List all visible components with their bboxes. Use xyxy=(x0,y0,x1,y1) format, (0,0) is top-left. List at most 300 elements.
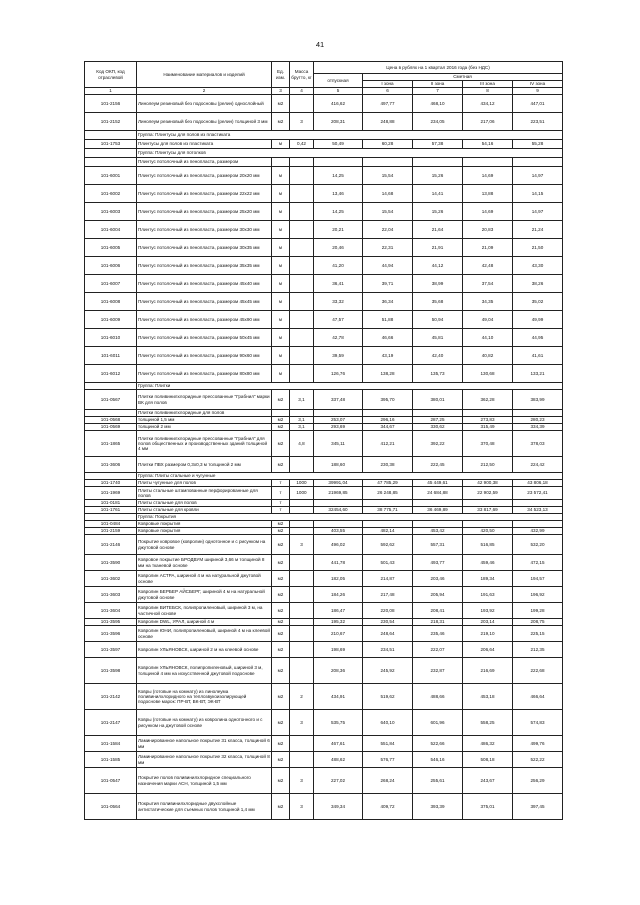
row-code: 101-2159 xyxy=(85,528,137,535)
row-price: 14,25 xyxy=(314,167,363,185)
table-row xyxy=(85,347,563,365)
row-price: 223,51 xyxy=(513,113,563,131)
row-price: 57,38 xyxy=(413,140,463,149)
row-code: 101-2156 xyxy=(85,95,137,113)
row-mass: 3 xyxy=(290,535,314,555)
row-name: Линолеум резиновый без подосновы (релин) однослойный xyxy=(137,95,272,113)
row-price: 296,16 xyxy=(363,417,413,424)
row-name: Ковролин ЮНИ, полипропиленовый, шириной 4 м на клеевой основе xyxy=(137,626,272,642)
table-row xyxy=(85,658,563,684)
row-price: 486,32 xyxy=(463,736,513,752)
row-mass xyxy=(290,528,314,535)
row-price: 214,87 xyxy=(363,571,413,587)
row-code: 101-6002 xyxy=(85,185,137,203)
row-price: 130,68 xyxy=(463,365,513,383)
group-row xyxy=(85,149,563,158)
row-mass xyxy=(290,642,314,658)
row-price: 36,41 xyxy=(314,275,363,293)
row-mass xyxy=(290,587,314,603)
table-row xyxy=(85,185,563,203)
row-price: 199,28 xyxy=(513,603,563,619)
row-mass xyxy=(290,293,314,311)
row-name: Плиты стальные для кровли xyxy=(137,507,272,514)
table-row xyxy=(85,329,563,347)
row-code: 101-0568 xyxy=(85,417,137,424)
row-price: 472,15 xyxy=(513,555,563,571)
table-row xyxy=(85,140,563,149)
row-mass xyxy=(290,158,314,167)
row-price: 45 449,61 xyxy=(413,480,463,487)
row-code: 101-3596 xyxy=(85,626,137,642)
row-code: 101-6005 xyxy=(85,239,137,257)
table-row xyxy=(85,619,563,626)
row-price: 248,64 xyxy=(363,626,413,642)
row-price: 22 902,59 xyxy=(463,487,513,500)
row-price xyxy=(413,410,463,417)
column-index: 2 xyxy=(137,88,272,95)
row-price: 37,54 xyxy=(463,275,513,293)
row-unit: м2 xyxy=(272,752,290,768)
row-price xyxy=(314,521,363,528)
table-row xyxy=(85,221,563,239)
row-unit: м2 xyxy=(272,457,290,473)
row-price: 217,48 xyxy=(363,587,413,603)
row-price: 497,77 xyxy=(363,95,413,113)
row-price: 344,67 xyxy=(363,424,413,431)
row-unit: м2 xyxy=(272,535,290,555)
row-code xyxy=(85,131,137,140)
row-code: 101-3602 xyxy=(85,571,137,587)
row-price: 459,46 xyxy=(463,555,513,571)
row-name: Плитки поливинилхлоридные для полов xyxy=(137,410,272,417)
row-code: 101-3603 xyxy=(85,587,137,603)
row-mass xyxy=(290,167,314,185)
table-row xyxy=(85,167,563,185)
row-price: 601,96 xyxy=(413,710,463,736)
row-mass xyxy=(290,275,314,293)
row-code: 101-2152 xyxy=(85,113,137,131)
row-unit: м2 xyxy=(272,768,290,794)
row-price: 466,64 xyxy=(513,684,563,710)
header-zone-2: II зона xyxy=(413,81,463,88)
row-code: 101-6012 xyxy=(85,365,137,383)
row-name: Плинтус потолочный из пенопласта, размером 35х35 мм xyxy=(137,257,272,275)
table-row xyxy=(85,293,563,311)
column-index-row xyxy=(85,88,563,95)
row-mass xyxy=(290,221,314,239)
row-name: Плинтус потолочный из пенопласта, размером 25х20 мм xyxy=(137,203,272,221)
row-name: Плинтус потолочный из пенопласта, размером 45х45 мм xyxy=(137,293,272,311)
row-code: 101-3590 xyxy=(85,555,137,571)
row-code: 101-3595 xyxy=(85,619,137,626)
row-price: 416,62 xyxy=(314,95,363,113)
row-price: 43,30 xyxy=(513,257,563,275)
row-price: 24 684,88 xyxy=(413,487,463,500)
row-name: Ламинированное напольное покрытие 32 класса, толщиной 8 мм xyxy=(137,752,272,768)
row-code xyxy=(85,410,137,417)
row-code: 101-0567 xyxy=(85,390,137,410)
row-mass xyxy=(290,752,314,768)
row-price: 222,68 xyxy=(513,658,563,684)
page-number: 41 xyxy=(315,40,325,49)
row-price: 20,21 xyxy=(314,221,363,239)
row-price: 217,06 xyxy=(463,113,513,131)
row-price: 198,69 xyxy=(314,642,363,658)
row-unit: м2 xyxy=(272,626,290,642)
header-unit: Ед. изм. xyxy=(272,62,290,88)
row-price: 47 785,29 xyxy=(363,480,413,487)
row-price xyxy=(463,410,513,417)
row-price xyxy=(413,521,463,528)
row-name: Плиты стальные штампованные перфорированные для полов xyxy=(137,487,272,500)
group-title: Группа: Плитки xyxy=(137,383,563,390)
row-name: Ламинированное напольное покрытие 31 класса, толщиной 6 мм xyxy=(137,736,272,752)
row-price: 38,99 xyxy=(413,275,463,293)
row-name: Плинтус потолочный из пенопласта, размером 50х45 мм xyxy=(137,329,272,347)
table-row xyxy=(85,642,563,658)
column-index: 8 xyxy=(463,88,513,95)
table-row xyxy=(85,794,563,820)
row-price xyxy=(314,410,363,417)
row-price: 41,20 xyxy=(314,257,363,275)
header-code: Код ОКП, код отраслевой xyxy=(85,62,137,88)
row-mass xyxy=(290,555,314,571)
table-row xyxy=(85,257,563,275)
row-unit: т xyxy=(272,500,290,507)
row-price xyxy=(463,500,513,507)
row-price: 546,16 xyxy=(413,752,463,768)
row-code: 101-6010 xyxy=(85,329,137,347)
row-price xyxy=(314,500,363,507)
row-price: 194,57 xyxy=(513,571,563,587)
row-price: 488,62 xyxy=(314,752,363,768)
row-unit: м2 xyxy=(272,528,290,535)
row-mass: 2 xyxy=(290,684,314,710)
row-price: 576,77 xyxy=(363,752,413,768)
row-price: 15,26 xyxy=(413,203,463,221)
table-row xyxy=(85,203,563,221)
row-price: 43,19 xyxy=(363,347,413,365)
row-mass: 1000 xyxy=(290,487,314,500)
row-code xyxy=(85,473,137,480)
row-mass xyxy=(290,500,314,507)
table-row xyxy=(85,410,563,417)
row-mass xyxy=(290,457,314,473)
table-row xyxy=(85,535,563,555)
row-price: 186,47 xyxy=(314,603,363,619)
row-code: 101-6006 xyxy=(85,257,137,275)
table-row xyxy=(85,684,563,710)
row-price: 205,94 xyxy=(413,587,463,603)
row-price: 20,46 xyxy=(314,239,363,257)
row-mass xyxy=(290,203,314,221)
row-price: 434,91 xyxy=(314,684,363,710)
row-mass xyxy=(290,658,314,684)
row-unit: м xyxy=(272,257,290,275)
row-name: Ковры (готовые на комнату) из ковролина однотонного и с рисунком на джутовой основе xyxy=(137,710,272,736)
row-unit xyxy=(272,158,290,167)
row-price: 44,12 xyxy=(413,257,463,275)
row-price: 14,25 xyxy=(314,203,363,221)
row-price: 188,60 xyxy=(314,457,363,473)
row-price: 189,34 xyxy=(463,571,513,587)
row-mass xyxy=(290,239,314,257)
row-price: 287,25 xyxy=(413,417,463,424)
row-mass: 3 xyxy=(290,113,314,131)
table-row xyxy=(85,528,563,535)
row-price: 243,67 xyxy=(463,768,513,794)
row-unit: м2 xyxy=(272,736,290,752)
row-code: 101-6011 xyxy=(85,347,137,365)
row-name: Ковролин УЛЬЯНОВСК, полипропиленовый, шириной 3 м, толщиной 4 мм на искусственной джутовой подоснове xyxy=(137,658,272,684)
row-price: 44,95 xyxy=(513,329,563,347)
row-price: 256,29 xyxy=(513,768,563,794)
header-zone-3: III зона xyxy=(463,81,513,88)
row-price: 39,71 xyxy=(363,275,413,293)
row-unit: м xyxy=(272,167,290,185)
row-price: 55,28 xyxy=(513,140,563,149)
table-row xyxy=(85,417,563,424)
row-code: 101-0564 xyxy=(85,794,137,820)
group-row xyxy=(85,383,563,390)
row-price: 208,75 xyxy=(513,619,563,626)
group-row xyxy=(85,514,563,521)
row-price: 14,68 xyxy=(363,185,413,203)
table-row xyxy=(85,424,563,431)
row-price: 36 469,89 xyxy=(413,507,463,514)
row-price: 26 248,85 xyxy=(363,487,413,500)
row-price: 220,08 xyxy=(363,603,413,619)
row-price: 32454,60 xyxy=(314,507,363,514)
row-price: 14,97 xyxy=(513,167,563,185)
row-code: 101-1969 xyxy=(85,487,137,500)
row-unit: м2 xyxy=(272,684,290,710)
row-mass xyxy=(290,185,314,203)
row-mass: 4,8 xyxy=(290,431,314,457)
row-mass: 3 xyxy=(290,768,314,794)
table-row xyxy=(85,480,563,487)
row-price: 453,18 xyxy=(463,684,513,710)
group-row xyxy=(85,473,563,480)
row-mass: 0,42 xyxy=(290,140,314,149)
row-price: 412,21 xyxy=(363,431,413,457)
row-price: 235,46 xyxy=(413,626,463,642)
row-price: 47,57 xyxy=(314,311,363,329)
row-price: 38 775,71 xyxy=(363,507,413,514)
row-price: 403,55 xyxy=(314,528,363,535)
row-price: 49,04 xyxy=(463,311,513,329)
row-price xyxy=(463,158,513,167)
table-row xyxy=(85,736,563,752)
row-name: Плитки поливинилхлоридные прессованные "Грабнил" марки ВК для полов xyxy=(137,390,272,410)
header-zone-1: I зона xyxy=(363,81,413,88)
table-row xyxy=(85,487,563,500)
header-mass: Масса брутто, кг xyxy=(290,62,314,88)
row-unit: м2 xyxy=(272,658,290,684)
row-unit: т xyxy=(272,480,290,487)
row-mass: 3,1 xyxy=(290,417,314,424)
row-price: 532,20 xyxy=(513,535,563,555)
row-price: 222,45 xyxy=(413,457,463,473)
row-price: 44,10 xyxy=(463,329,513,347)
row-price: 196,92 xyxy=(513,587,563,603)
row-price: 42,48 xyxy=(463,257,513,275)
row-code: 101-0181 xyxy=(85,500,137,507)
row-price: 14,97 xyxy=(513,203,563,221)
row-name: Плинтус потолочный из пенопласта, размером 45х90 мм xyxy=(137,311,272,329)
row-mass: 1000 xyxy=(290,480,314,487)
row-price: 14,41 xyxy=(413,185,463,203)
row-price: 35,68 xyxy=(413,293,463,311)
row-price: 378,03 xyxy=(513,431,563,457)
row-price: 195,32 xyxy=(314,619,363,626)
row-price xyxy=(513,410,563,417)
row-code: 101-6004 xyxy=(85,221,137,239)
row-price: 380,01 xyxy=(413,390,463,410)
row-name: Плитки ПВХ размером 0,3х0,3 м толщиной 2 мм xyxy=(137,457,272,473)
row-price: 293,69 xyxy=(314,424,363,431)
row-price: 397,45 xyxy=(513,794,563,820)
row-unit: м xyxy=(272,347,290,365)
row-price: 499,76 xyxy=(513,736,563,752)
row-price: 482,14 xyxy=(363,528,413,535)
table-row xyxy=(85,768,563,794)
row-price: 222,07 xyxy=(413,642,463,658)
row-price: 234,51 xyxy=(363,642,413,658)
row-price: 15,54 xyxy=(363,203,413,221)
row-price: 50,94 xyxy=(413,311,463,329)
row-mass: 3 xyxy=(290,710,314,736)
row-unit: м xyxy=(272,221,290,239)
row-price: 535,75 xyxy=(314,710,363,736)
row-price: 21,91 xyxy=(413,239,463,257)
row-mass: 3,1 xyxy=(290,390,314,410)
row-price: 467,61 xyxy=(314,736,363,752)
row-price: 41,61 xyxy=(513,347,563,365)
group-title: Группа: Плиты стальные и чугунные xyxy=(137,473,563,480)
row-code: 101-6008 xyxy=(85,293,137,311)
row-price: 34,35 xyxy=(463,293,513,311)
row-price: 206,64 xyxy=(463,642,513,658)
table-row xyxy=(85,239,563,257)
row-price: 395,70 xyxy=(363,390,413,410)
group-title: Группа: Покрытия xyxy=(137,514,563,521)
row-unit: м2 xyxy=(272,521,290,528)
row-price: 51,88 xyxy=(363,311,413,329)
row-price: 501,43 xyxy=(363,555,413,571)
row-name: Линолеум резиновый без подосновы (релин) толщиной 3 мм xyxy=(137,113,272,131)
row-unit: м2 xyxy=(272,555,290,571)
row-name: Ковролин ВИТЕБСК, полипропиленовый, шириной 3 м, на частичной основе xyxy=(137,603,272,619)
row-name: Ковролин АСТРА, шириной 4 м на натуральной джутовой основе xyxy=(137,571,272,587)
row-price: 50,49 xyxy=(314,140,363,149)
row-price xyxy=(363,158,413,167)
row-mass xyxy=(290,619,314,626)
row-code: 101-6003 xyxy=(85,203,137,221)
row-mass xyxy=(290,571,314,587)
row-price: 208,36 xyxy=(314,658,363,684)
row-price: 420,50 xyxy=(463,528,513,535)
table-row xyxy=(85,431,563,457)
row-price xyxy=(513,521,563,528)
row-unit: м2 xyxy=(272,603,290,619)
header-estimate: Сметная xyxy=(363,74,563,81)
row-price: 193,92 xyxy=(463,603,513,619)
row-unit: м2 xyxy=(272,794,290,820)
row-price: 126,76 xyxy=(314,365,363,383)
table-row xyxy=(85,571,563,587)
row-name: Плинтусы для полов из пластиката xyxy=(137,140,272,149)
row-price: 488,66 xyxy=(413,684,463,710)
row-price: 39991,04 xyxy=(314,480,363,487)
row-unit: м xyxy=(272,365,290,383)
row-price xyxy=(413,158,463,167)
table-row xyxy=(85,507,563,514)
row-unit: т xyxy=(272,487,290,500)
row-price: 33,32 xyxy=(314,293,363,311)
table-row xyxy=(85,365,563,383)
row-name: Покрытие полов поливинилхлоридное специального назначения марки АСН, толщиной 1,5 мм xyxy=(137,768,272,794)
row-unit: м2 xyxy=(272,571,290,587)
row-name: Плинтус потолочный из пенопласта, размером 22х22 мм xyxy=(137,185,272,203)
row-price: 441,78 xyxy=(314,555,363,571)
row-price: 337,48 xyxy=(314,390,363,410)
row-name: Ковролин БЕРБЕР АЙСБЕРГ, шириной 4 м на натуральной джутовой основе xyxy=(137,587,272,603)
row-price: 203,46 xyxy=(413,571,463,587)
row-name: Плитки поливинилхлоридные прессованные "Грабнил" для полов общественных и производственных зданий толщиной 4 мм xyxy=(137,431,272,457)
row-code: 101-2146 xyxy=(85,535,137,555)
row-code: 101-6007 xyxy=(85,275,137,293)
row-unit: м2 xyxy=(272,710,290,736)
row-price: 245,92 xyxy=(363,658,413,684)
row-price: 393,39 xyxy=(413,794,463,820)
row-price: 46,66 xyxy=(363,329,413,347)
row-name: Ковровое покрытие БРОДВУМ шириной 3,66 м толщиной 8 мм на тканевой основе xyxy=(137,555,272,571)
row-price: 212,50 xyxy=(463,457,513,473)
table-row xyxy=(85,158,563,167)
header-zone-4: IV зона xyxy=(513,81,563,88)
row-price: 21,24 xyxy=(513,221,563,239)
row-name: Плинтус потолочный из пенопласта, размером 90х60 мм xyxy=(137,347,272,365)
row-price: 468,10 xyxy=(413,95,463,113)
column-index: 6 xyxy=(363,88,413,95)
row-price: 409,72 xyxy=(363,794,413,820)
row-price: 315,49 xyxy=(463,424,513,431)
row-unit: м xyxy=(272,140,290,149)
row-price: 14,15 xyxy=(513,185,563,203)
header-release: отпускная xyxy=(314,74,363,88)
row-price: 334,39 xyxy=(513,424,563,431)
table-row xyxy=(85,626,563,642)
row-price: 20,83 xyxy=(463,221,513,239)
table-row xyxy=(85,311,563,329)
row-code xyxy=(85,149,137,158)
group-row xyxy=(85,131,563,140)
row-unit: м2 xyxy=(272,113,290,131)
row-mass xyxy=(290,521,314,528)
row-code: 101-3597 xyxy=(85,642,137,658)
row-price: 21,09 xyxy=(463,239,513,257)
row-code: 101-0569 xyxy=(85,424,137,431)
row-price: 22,31 xyxy=(363,239,413,257)
row-price: 255,61 xyxy=(413,768,463,794)
row-code: 101-1865 xyxy=(85,431,137,457)
row-price: 345,11 xyxy=(314,431,363,457)
row-price: 557,31 xyxy=(413,535,463,555)
row-price: 232,87 xyxy=(413,658,463,684)
row-price: 227,02 xyxy=(314,768,363,794)
row-mass xyxy=(290,329,314,347)
